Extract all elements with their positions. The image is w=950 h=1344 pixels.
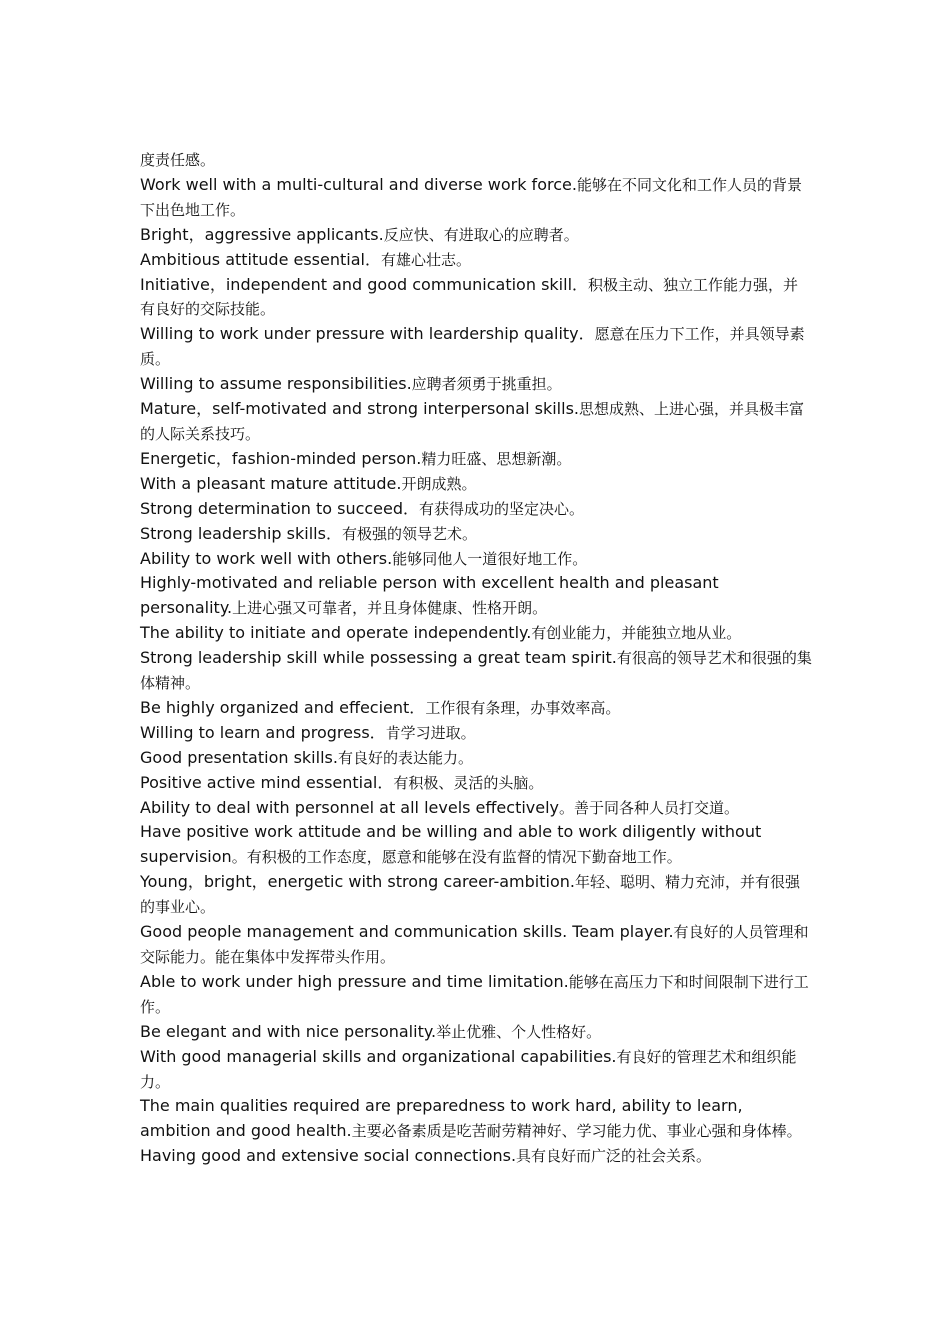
phrase-line-15 (140, 646, 812, 696)
phrase-line-17 (140, 721, 812, 746)
phrase-line-10 (140, 497, 812, 522)
phrase-line-6 (140, 372, 812, 397)
english-phrase: Work well with a multi-cultural and diverse work force. (140, 174, 577, 194)
phrase-line-25 (140, 1020, 812, 1045)
english-phrase: Strong leadership skill while possessing a great team spirit. (140, 648, 617, 668)
phrase-line-4 (140, 273, 812, 323)
chinese-translation: 精力旺盛、思想新潮。 (421, 449, 572, 468)
chinese-translation: 有获得成功的坚定决心。 (419, 499, 585, 518)
chinese-translation: 愿意在压力下工作，并具领导素质。 (140, 325, 805, 369)
chinese-translation: 应聘者须勇于挑重担。 (411, 375, 562, 394)
phrase-line-14 (140, 621, 812, 646)
english-phrase: Initiative，independent and good communication skill． (140, 274, 589, 294)
chinese-translation: 有积极、灵活的头脑。 (393, 773, 544, 792)
phrase-line-21 (140, 820, 812, 870)
english-phrase: With a pleasant mature attitude. (140, 473, 402, 493)
english-phrase: Able to work under high pressure and time limitation. (140, 971, 569, 991)
chinese-translation: 有雄心壮志。 (380, 250, 471, 269)
chinese-translation: 思想成熟、上进心强，并具极丰富的人际关系技巧。 (140, 400, 805, 443)
phrase-line-8 (140, 447, 812, 472)
phrase-line-16 (140, 696, 812, 721)
english-phrase: Strong determination to succeed． (140, 498, 420, 518)
chinese-translation: 举止优雅、个人性格好。 (436, 1022, 602, 1041)
chinese-translation: 能够同他人一道很好地工作。 (392, 549, 588, 568)
english-phrase: Good people management and communication skills. Team player. (140, 922, 674, 942)
english-phrase: Energetic，fashion-minded person. (140, 448, 422, 468)
chinese-translation: 开朗成熟。 (401, 474, 477, 493)
english-phrase: Mature，self-motivated and strong interpersonal skills. (140, 399, 579, 419)
english-phrase: Ability to deal with personnel at all levels effectively (140, 797, 560, 817)
english-phrase: Willing to learn and progress． (140, 722, 386, 742)
english-phrase: Highly-motivated and reliable person with excellent health and pleasant personality. (140, 573, 719, 618)
chinese-translation: 能够在高压力下和时间限制下进行工作。 (140, 972, 809, 1016)
english-phrase: Good presentation skills. (140, 747, 338, 767)
english-phrase: Strong leadership skills． (140, 523, 342, 543)
phrase-line-11 (140, 522, 812, 547)
phrase-line-0 (140, 148, 812, 173)
english-phrase: Willing to assume responsibilities. (140, 374, 412, 394)
phrase-line-24 (140, 970, 812, 1020)
english-phrase: The main qualities required are preparedness to work hard, ability to learn, ambition and good health. (140, 1096, 743, 1141)
document-body (140, 148, 812, 1169)
english-phrase: Ability to work well with others. (140, 548, 393, 568)
english-phrase: Be elegant and with nice personality. (140, 1021, 437, 1041)
chinese-translation: 有良好的管理艺术和组织能力。 (140, 1047, 797, 1091)
chinese-translation: 有极强的领导艺术。 (341, 524, 477, 543)
english-phrase: Bright，aggressive applicants. (140, 224, 384, 244)
english-phrase: The ability to initiate and operate independently. (140, 623, 532, 643)
phrase-line-19 (140, 771, 812, 796)
chinese-translation: 有良好的表达能力。 (337, 748, 473, 767)
english-phrase: Positive active mind essential． (140, 772, 394, 792)
chinese-translation: 反应快、有进取心的应聘者。 (383, 225, 579, 244)
phrase-line-18 (140, 746, 812, 771)
chinese-translation: 工作很有条理，办事效率高。 (425, 698, 621, 717)
phrase-line-9 (140, 472, 812, 497)
chinese-translation: 有创业能力，并能独立地从业。 (531, 624, 742, 643)
english-phrase: Ambitious attitude essential． (140, 249, 381, 269)
phrase-line-5 (140, 322, 812, 372)
phrase-line-26 (140, 1045, 812, 1095)
phrase-line-13 (140, 571, 812, 621)
english-phrase: Young，bright，energetic with strong career-ambition. (140, 872, 575, 892)
english-phrase: Be highly organized and effecient． (140, 697, 426, 717)
phrase-line-2 (140, 223, 812, 248)
phrase-line-27 (140, 1094, 812, 1144)
chinese-translation: 能够在不同文化和工作人员的背景下出色地工作。 (140, 175, 802, 219)
english-phrase: Having good and extensive social connections. (140, 1146, 517, 1166)
phrase-line-22 (140, 870, 812, 920)
chinese-translation: 积极主动、独立工作能力强，并有良好的交际技能。 (140, 275, 799, 319)
phrase-line-7 (140, 397, 812, 447)
chinese-translation: 年轻、聪明、精力充沛，并有很强的事业心。 (140, 873, 800, 917)
phrase-line-3 (140, 248, 812, 273)
chinese-translation: 度责任感。 (140, 151, 216, 169)
chinese-translation: 肯学习进取。 (385, 723, 476, 742)
english-phrase: Have positive work attitude and be willing and able to work diligently without supervision (140, 822, 762, 867)
chinese-translation: 具有良好而广泛的社会关系。 (516, 1147, 712, 1166)
phrase-line-20 (140, 796, 812, 821)
chinese-translation: 。有积极的工作态度，愿意和能够在没有监督的情况下勤奋地工作。 (231, 848, 682, 867)
chinese-translation: 主要必备素质是吃苦耐劳精神好、学习能力优、事业心强和身体棒。 (351, 1122, 802, 1141)
english-phrase: Willing to work under pressure with leardership quality． (140, 324, 595, 344)
phrase-line-23 (140, 920, 812, 970)
chinese-translation: 。善于同各种人员打交道。 (559, 798, 740, 817)
phrase-line-28 (140, 1144, 812, 1169)
chinese-translation: 有很高的领导艺术和很强的集体精神。 (140, 649, 812, 693)
chinese-translation: 有良好的人员管理和交际能力。能在集体中发挥带头作用。 (140, 923, 809, 966)
english-phrase: With good managerial skills and organizational capabilities. (140, 1046, 617, 1066)
phrase-line-1 (140, 173, 812, 223)
chinese-translation: 上进心强又可靠者，并且身体健康、性格开朗。 (232, 599, 548, 618)
phrase-line-12 (140, 547, 812, 572)
